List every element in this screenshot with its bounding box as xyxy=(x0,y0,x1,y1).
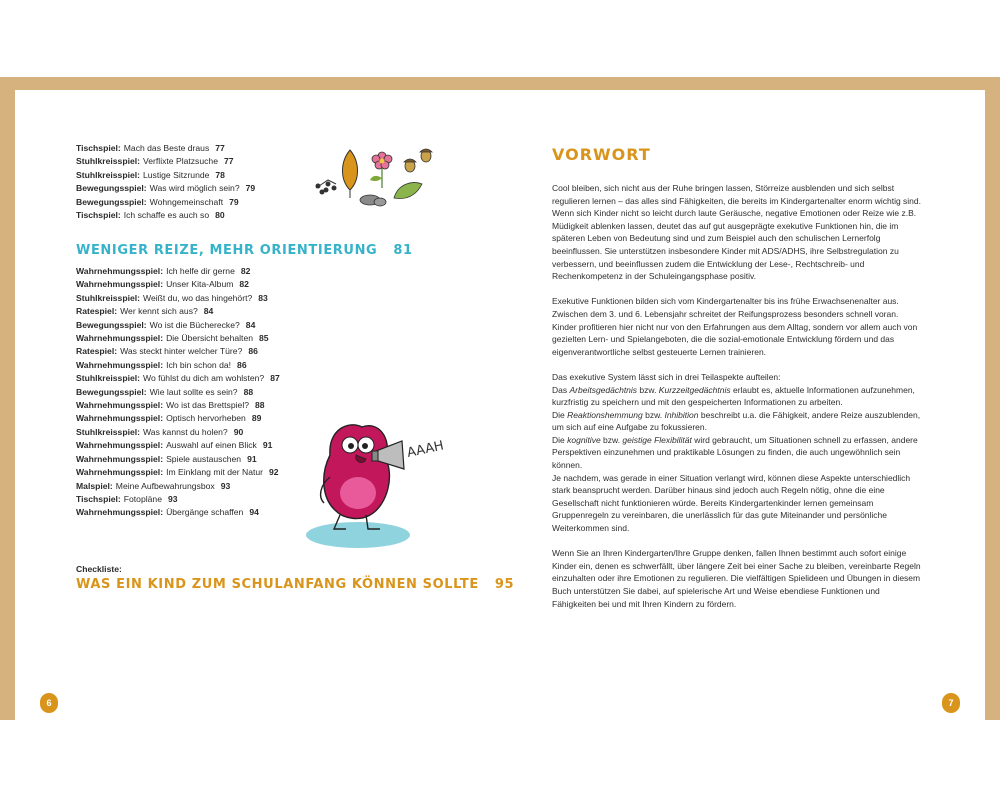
toc-entry[interactable] xyxy=(76,359,280,372)
toc-entry-page: 78 xyxy=(215,169,225,180)
toc-entry[interactable] xyxy=(76,292,280,305)
toc-entry-title: Was wird möglich sein? xyxy=(149,183,240,194)
paragraph-3 xyxy=(552,371,922,535)
p3c-em2: Inhibition xyxy=(664,409,699,420)
toc-entry[interactable] xyxy=(76,278,280,291)
toc-entry-page: 80 xyxy=(215,210,225,221)
monster-shout-text: AAAH xyxy=(405,438,446,461)
toc-entry-title: Ich helfe dir gerne xyxy=(166,266,235,276)
toc-entry-title: Was kannst du holen? xyxy=(143,426,228,437)
toc-entry-type: Wahrnehmungsspiel: xyxy=(76,400,164,411)
toc-section2-list xyxy=(76,265,280,520)
toc-entry[interactable] xyxy=(76,506,280,519)
toc-entry-title: Unser Kita-Album xyxy=(166,279,234,290)
paragraph-4: Wenn Sie an Ihren Kindergarten/Ihre Gruppe denken, fallen Ihnen bestimmt auch sofort einige Kinder ein, denen es schwerfällt, über längere Zeit bei einer Sache zu bleiben, vereinbarte Regeln einzuhalten oder ihre Emotionen zu regulieren. Die vielfältigen Spielideen und Übungen in diesem Buch unterstützen Sie dabei, auf spielerische Art und Weise ebendiese Funktionen und Fähigkeiten bei und mit Ihren Kindern zu fördern. xyxy=(552,548,921,609)
toc-entry-title: Verflixte Platzsuche xyxy=(143,156,218,167)
toc-entry-type: Wahrnehmungsspiel: xyxy=(76,413,164,424)
toc-entry-type: Wahrnehmungsspiel: xyxy=(76,359,164,370)
toc-entry-type: Bewegungsspiel: xyxy=(76,386,147,397)
p3b-post: erlaubt es, aktuelle Informationen aufzunehmen, kurzfristig zu speichern und mit den gespeicherten Informationen zu arbeiten. xyxy=(552,384,915,408)
toc-entry-type: Wahrnehmungsspiel: xyxy=(76,467,164,478)
toc-entry-type: Stuhlkreisspiel: xyxy=(76,426,140,437)
page-number-left: 6 xyxy=(40,693,58,713)
toc-entry-title: Ich bin schon da! xyxy=(166,359,232,370)
toc-entry-page: 83 xyxy=(258,292,268,303)
toc-entry[interactable] xyxy=(76,439,280,452)
flower-icon xyxy=(370,152,392,188)
toc-entry-page: 91 xyxy=(262,440,273,451)
toc-entry[interactable] xyxy=(76,372,280,385)
toc-entry-title: Ich schaffe es auch so xyxy=(123,210,210,221)
toc-entry-page: 86 xyxy=(248,346,258,357)
toc-entry-page: 90 xyxy=(233,426,244,437)
toc-entry-type: Wahrnehmungsspiel: xyxy=(76,333,164,344)
p3d-em2: geistige Flexibilität xyxy=(622,434,692,445)
toc-entry-page: 87 xyxy=(270,373,280,384)
toc-entry[interactable] xyxy=(76,209,255,222)
toc-entry-title: Weißt du, wo das hingehört? xyxy=(143,292,253,303)
acorn-icon-2 xyxy=(420,149,432,162)
p3e: Je nachdem, was gerade in einer Situation verlangt wird, können diese Aspekte unterschiedlich stark beansprucht werden. Darüber hinaus sind jedoch auch Regeln nötig, ohne die eine Gesellschaft nicht funktionieren würde. Bereits Kindergartenkinder lernen gemeinsam Gruppenregeln zu vereinbaren, die unerlässlich für das gute Miteinander und persönliche Weiterkommen sind. xyxy=(552,472,911,534)
p3b-em2: Kurzzeitgedächtnis xyxy=(658,384,731,395)
p3c-post: beschreibt u.a. die Fähigkeit, andere Reize auszublenden, um sich auf eine Aufgabe zu fokussieren. xyxy=(552,409,921,433)
monster-illustration xyxy=(300,415,460,550)
page-number-right: 7 xyxy=(942,693,960,713)
toc-entry-type: Tischspiel: xyxy=(76,143,121,153)
toc-entry-title: Wo ist die Bücherecke? xyxy=(149,319,240,330)
toc-entry[interactable] xyxy=(76,319,280,332)
toc-entry-type: Bewegungsspiel: xyxy=(76,196,147,207)
toc-entry-page: 94 xyxy=(249,507,259,518)
vorwort-body xyxy=(552,182,922,623)
toc-entry[interactable] xyxy=(76,265,280,278)
toc-entry-page: 84 xyxy=(203,306,214,317)
toc-entry-page: 91 xyxy=(247,453,257,464)
checklist-heading xyxy=(76,577,514,592)
toc-entry-type: Bewegungsspiel: xyxy=(76,183,147,194)
p3b-mid: bzw. xyxy=(637,384,659,395)
toc-entry-title: Wo ist das Brettspiel? xyxy=(166,400,250,411)
toc-entry[interactable] xyxy=(76,480,280,493)
toc-entry-page: 88 xyxy=(255,400,265,411)
toc-entry-title: Was steckt hinter welcher Türe? xyxy=(120,346,243,357)
checklist-label: Checkliste: xyxy=(76,564,122,574)
toc-entry-page: 77 xyxy=(215,143,225,153)
toc-entry[interactable] xyxy=(76,169,255,182)
toc-entry[interactable] xyxy=(76,386,280,399)
toc-entry[interactable] xyxy=(76,142,255,155)
berries-icon xyxy=(316,180,337,195)
toc-entry-page: 85 xyxy=(259,333,269,344)
toc-entry-title: Mach das Beste draus xyxy=(123,143,210,153)
toc-entry-title: Wohngemeinschaft xyxy=(149,196,224,207)
toc-entry-type: Stuhlkreisspiel: xyxy=(76,373,140,384)
toc-entry[interactable] xyxy=(76,466,280,479)
p3c-mid: bzw. xyxy=(642,409,665,420)
p3d-post: wird gebraucht, um Situationen schnell zu erfassen, andere Perspektiven einzunehmen und praktikable Lösungen zu finden, die auch ungewöhnlich sein können. xyxy=(552,434,918,471)
toc-entry-page: 93 xyxy=(220,480,231,491)
p3d-em1: kognitive xyxy=(567,434,601,445)
toc-entry-type: Ratespiel: xyxy=(76,346,118,357)
toc-entry-title: Wie laut sollte es sein? xyxy=(149,386,238,397)
toc-entry[interactable] xyxy=(76,453,280,466)
monster-icon xyxy=(321,425,390,529)
toc-entry-title: Übergänge schaffen xyxy=(166,507,244,518)
toc-entry-type: Wahrnehmungsspiel: xyxy=(76,507,164,518)
p3b-em1: Arbeitsgedächtnis xyxy=(569,384,638,395)
toc-entry-page: 82 xyxy=(239,279,249,290)
toc-entry[interactable] xyxy=(76,182,255,195)
toc-entry[interactable] xyxy=(76,345,280,358)
toc-entry-page: 82 xyxy=(240,266,251,276)
toc-entry-title: Wer kennt sich aus? xyxy=(120,306,198,317)
p3-intro: Das exekutive System lässt sich in drei Teilaspekte aufteilen: xyxy=(552,371,781,382)
vorwort-title: VORWORT xyxy=(552,145,651,164)
toc-entry-page: 89 xyxy=(251,413,262,424)
checklist-heading-page: 95 xyxy=(494,577,515,592)
section-heading-text: WENIGER REIZE, MEHR ORIENTIERUNG xyxy=(76,243,378,258)
toc-entry-type: Wahrnehmungsspiel: xyxy=(76,440,164,451)
toc-entry-type: Wahrnehmungsspiel: xyxy=(76,266,164,276)
paragraph-2: Exekutive Funktionen bilden sich vom Kindergartenalter bis ins frühe Erwachsenenalter aus. Zwischen dem 3. und 6. Lebensjahr schreitet der Reifungsprozess besonders schnell voran. Kinder profitieren hier nicht nur von den Erfahrungen aus dem Alltag, sondern vor allem auch von gezielten Lern- und Spielangeboten, die die sozial-emotionale Entwicklung fördern und das eigenverantwortliche selbst gesteuerte Lernen trainieren. xyxy=(552,296,918,357)
toc-entry[interactable] xyxy=(76,412,280,425)
section-heading-weniger-reize xyxy=(76,243,413,258)
toc-entry-title: Wo fühlst du dich am wohlsten? xyxy=(143,373,265,384)
stones-icon xyxy=(360,195,386,206)
toc-entry-title: Im Einklang mit der Natur xyxy=(166,467,264,478)
toc-entry-type: Tischspiel: xyxy=(76,210,121,221)
toc-entry-title: Meine Aufbewahrungsbox xyxy=(115,480,215,491)
shadow-puddle xyxy=(306,522,410,548)
p3d-mid: bzw. xyxy=(600,434,623,445)
toc-entry-title: Die Übersicht behalten xyxy=(166,333,254,344)
toc-entry[interactable] xyxy=(76,305,280,318)
toc-entry-type: Tischspiel: xyxy=(76,493,121,504)
toc-entry[interactable] xyxy=(76,399,280,412)
toc-entry-page: 92 xyxy=(269,467,279,478)
toc-entry-title: Spiele austauschen xyxy=(166,453,242,464)
p3c-pre: Die xyxy=(552,409,568,420)
toc-top-list xyxy=(76,142,255,222)
section-heading-page: 81 xyxy=(393,243,413,258)
toc-entry-title: Auswahl auf einen Blick xyxy=(166,440,257,451)
toc-entry[interactable] xyxy=(76,426,280,439)
toc-entry-type: Stuhlkreisspiel: xyxy=(76,169,140,180)
toc-entry-title: Fotopläne xyxy=(123,493,162,504)
p3b-pre: Das xyxy=(552,384,570,395)
toc-entry-type: Stuhlkreisspiel: xyxy=(76,156,140,167)
checklist-heading-text: WAS EIN KIND ZUM SCHULANFANG KÖNNEN SOLLTE xyxy=(76,577,479,592)
toc-entry-type: Ratespiel: xyxy=(76,306,118,317)
toc-entry-page: 86 xyxy=(237,359,247,370)
toc-entry-page: 93 xyxy=(167,493,178,504)
toc-entry-title: Optisch hervorheben xyxy=(166,413,246,424)
toc-entry-page: 88 xyxy=(243,386,254,397)
autumn-leaves-illustration xyxy=(312,140,442,210)
green-leaf-icon xyxy=(394,183,422,199)
toc-entry-page: 84 xyxy=(245,319,256,330)
toc-entry-title: Lustige Sitzrunde xyxy=(143,169,210,180)
leaf-icon xyxy=(343,150,358,198)
toc-entry[interactable] xyxy=(76,155,255,168)
toc-entry-page: 77 xyxy=(224,156,234,167)
toc-entry-page: 79 xyxy=(245,183,256,194)
toc-entry[interactable] xyxy=(76,196,255,209)
p3c-em1: Reaktionshemmung xyxy=(567,409,643,420)
toc-entry[interactable] xyxy=(76,332,280,345)
toc-entry[interactable] xyxy=(76,493,280,506)
acorn-icon xyxy=(404,159,416,172)
toc-entry-page: 79 xyxy=(229,196,239,207)
toc-entry-type: Malspiel: xyxy=(76,480,113,491)
toc-entry-type: Wahrnehmungsspiel: xyxy=(76,279,164,290)
toc-entry-type: Bewegungsspiel: xyxy=(76,319,147,330)
p3d-pre: Die xyxy=(552,434,568,445)
toc-entry-type: Stuhlkreisspiel: xyxy=(76,292,140,303)
paragraph-1: Cool bleiben, sich nicht aus der Ruhe bringen lassen, Störreize ausblenden und sich selbst regulieren lernen – das alles sind Fähigkeiten, die bereits im Kindergartenalter enorm wichtig sind. Wenn sich Kinder nicht so leicht durch laute Geräusche, negative Emotionen oder Reize wie z.B. Müdigkeit ablenken lassen, deutet das auf gut ausgeprägte exekutive Funktionen hin, die im späteren Leben von Bedeutung sind und zum Beispiel auch den schulischen Lernerfolg beeinflussen. Sie unterstützen insbesondere Kinder mit ADS/ADHS, ihre Selbstregulation zu verbessern, und beeinflussen zudem die Entwicklung der Lese-, Rechtschreib- und Rechenkompetenz in der Schuleingangsphase positiv. xyxy=(552,183,922,282)
toc-entry-type: Wahrnehmungsspiel: xyxy=(76,453,164,464)
